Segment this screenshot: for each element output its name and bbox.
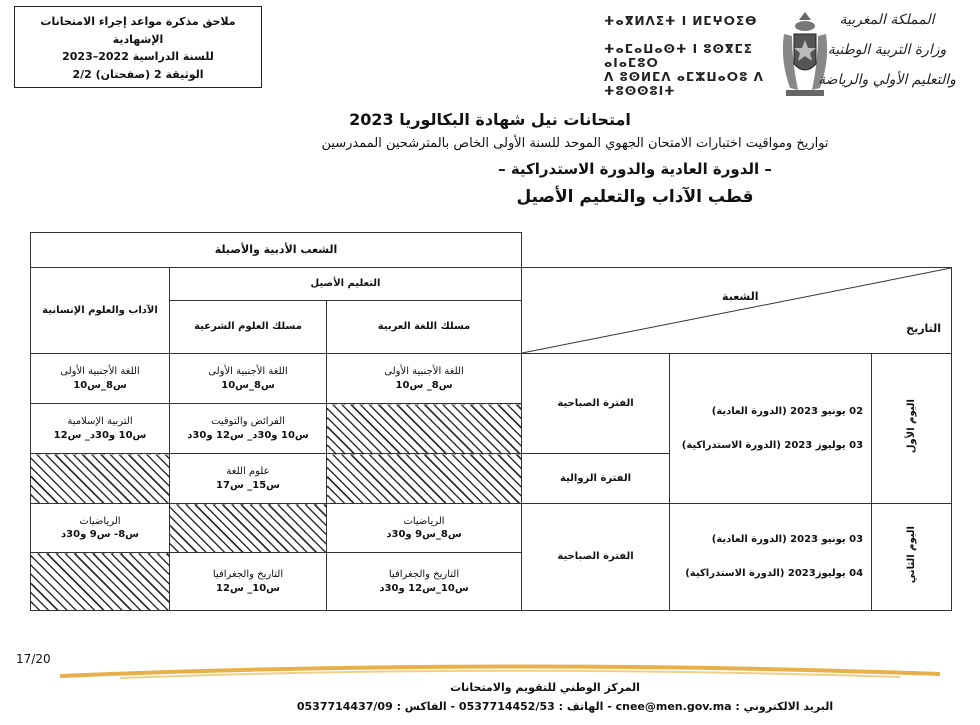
hatched-cell xyxy=(327,404,522,454)
day1-label: اليوم الأول xyxy=(905,399,917,454)
column-adab: الآداب والعلوم الإنسانية xyxy=(31,268,170,354)
footer-center-name: المركز الوطني للتقويم والامتحانات xyxy=(450,681,640,694)
cell-d1-m2-shar: الفرائض والتوقيت س10 و30د_ س12 و30د xyxy=(170,404,327,454)
diag-top-label: الشعبة xyxy=(722,290,759,303)
hatched-cell xyxy=(31,454,170,504)
group-header: الشعب الأدبية والأصيلة xyxy=(31,233,522,268)
cell-d1-m1-arab: اللغة الأجنبية الأولى س8_ س10 xyxy=(327,354,522,404)
footer-contacts: البريد الالكتروني : cnee@men.gov.ma - الهاتف : 0537714452/53 - الفاكس : 0537714437/09 xyxy=(296,700,834,713)
period-morning-day2: الفترة الصباحية xyxy=(522,504,670,611)
cell-d1-m1-shar: اللغة الأجنبية الأولى س8_س10 xyxy=(170,354,327,404)
document-reference-box xyxy=(14,6,262,88)
document-number: الوثيقة 2 (صفحتان) 2/2 xyxy=(72,67,204,81)
school-year: للسنة الدراسية 2022–2023 xyxy=(62,50,214,64)
exam-subtitle: تواريخ ومواقيت اختبارات الامتحان الجهوي الموحد للسنة الأولى الخاص بالمترشحين الممدرسين xyxy=(321,136,829,151)
kingdom-name: المملكة المغربية xyxy=(839,12,935,28)
cell-d1-a-shar: علوم اللغة س15_ س17 xyxy=(170,454,327,504)
ministry-name: وزارة التربية الوطنية xyxy=(827,42,947,58)
page-number: 17/20 xyxy=(16,652,51,666)
exam-title: امتحانات نيل شهادة البكالوريا 2023 xyxy=(349,110,631,129)
day2-date1: 03 يونيو 2023 xyxy=(790,534,864,545)
cell-d2-m1-adab: الرياضيات س8- س9 و30د xyxy=(31,504,170,553)
day2-dates xyxy=(670,504,872,611)
diagonal-header xyxy=(522,268,952,354)
day2-label-cell xyxy=(872,504,952,611)
ministry-name-2: والتعليم الأولي والرياضة xyxy=(818,72,956,88)
pole-title: قطب الآداب والتعليم الأصيل xyxy=(516,187,754,207)
day2-session2: (الدورة الاستدراكية) xyxy=(685,568,785,579)
cell-d2-m2-arab: التاريخ والجغرافيا س10_س12 و30د xyxy=(327,553,522,611)
hatched-cell xyxy=(31,553,170,611)
memo-title: ملاحق مذكرة مواعد إجراء الامتحانات الإشهادية xyxy=(40,15,236,46)
hatched-cell xyxy=(327,454,522,504)
day1-session1: (الدورة العادية) xyxy=(711,405,787,417)
period-morning-day1: الفترة الصباحية xyxy=(522,354,670,454)
column-arab: مسلك اللغة العربية xyxy=(327,301,522,354)
schedule-table xyxy=(30,232,952,611)
tifinagh-line-1: ⵜⴰⴳⵍⴷⵉⵜ ⵏ ⵍⵎⵖⵔⵉⴱ xyxy=(604,14,758,28)
sessions-title: – الدورة العادية والدورة الاستدراكية – xyxy=(498,160,772,178)
day2-label: اليوم الثاني xyxy=(905,526,917,584)
cell-d1-m1-adab: اللغة الأجنبية الأولى س8_س10 xyxy=(31,354,170,404)
sub-header-asil: التعليم الأصيل xyxy=(170,268,522,301)
day1-dates xyxy=(670,354,872,504)
cell-d2-m2-shar: التاريخ والجغرافيا س10_ س12 xyxy=(170,553,327,611)
day1-label-cell xyxy=(872,354,952,504)
tifinagh-line-3: ⴷ ⵓⵙⵍⵎⴷ ⴰⵎⵣⵡⴰⵔⵓ ⴷ ⵜⵓⵙⵙⵓⵏⵜ xyxy=(604,70,764,98)
day1-session2: (الدورة الاستدراكية) xyxy=(681,439,781,451)
cell-d1-m2-adab: التربية الإسلامية س10 و30د_ س12 xyxy=(31,404,170,454)
diag-bottom-label: التاريخ xyxy=(906,322,942,335)
footer-wave-icon xyxy=(0,662,980,680)
period-afternoon-day1: الفترة الزوالية xyxy=(522,454,670,504)
day2-session1: (الدورة العادية) xyxy=(711,534,787,545)
diagonal-line xyxy=(522,268,951,353)
column-shar: مسلك العلوم الشرعية xyxy=(170,301,327,354)
day1-date2: 03 يوليوز 2023 xyxy=(784,439,864,451)
day2-date2: 04 يوليوز2023 xyxy=(787,568,864,579)
hatched-cell xyxy=(170,504,327,553)
tifinagh-line-2: ⵜⴰⵎⴰⵡⴰⵙⵜ ⵏ ⵓⵙⴳⵎⵉ ⴰⵏⴰⵎⵓⵔ xyxy=(604,42,753,70)
cell-d2-m1-arab: الرياضيات س8_س9 و30د xyxy=(327,504,522,553)
day1-date1: 02 يونيو 2023 xyxy=(790,405,864,417)
